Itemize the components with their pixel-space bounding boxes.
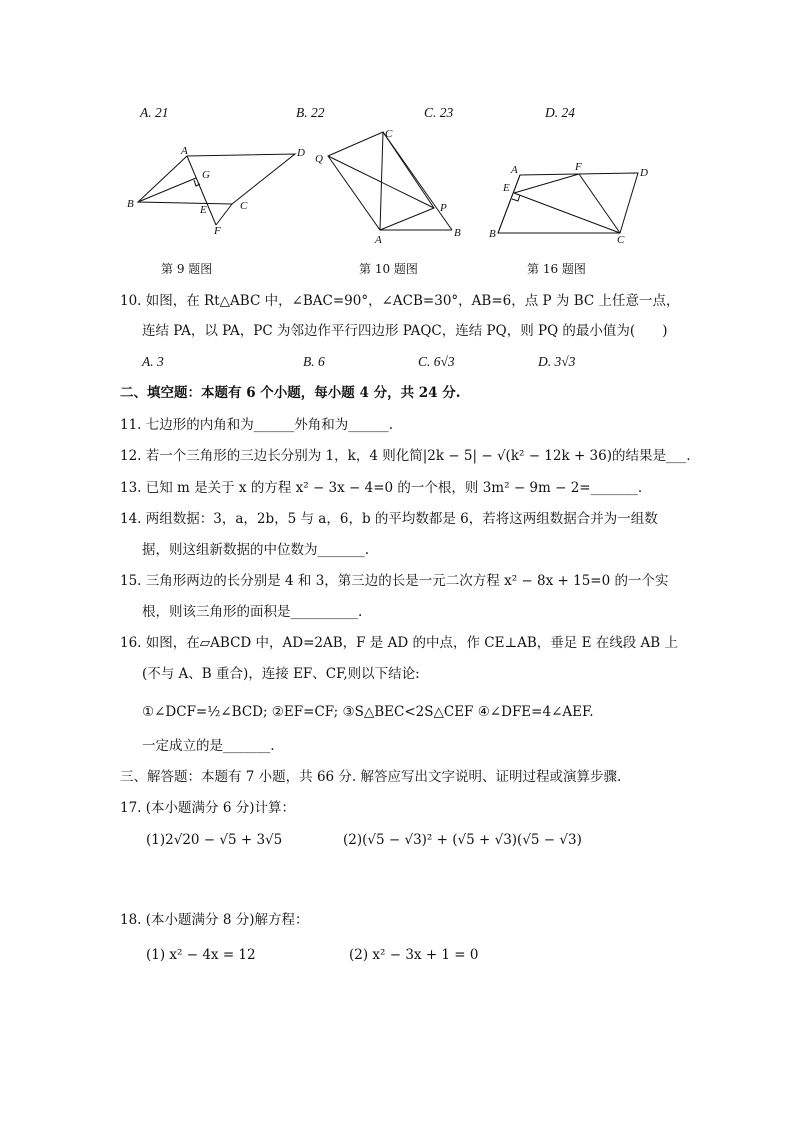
fig10-label-p: P [440, 202, 447, 214]
q17-part1: (1)2√20 − √5 + 3√5 [146, 832, 283, 848]
section-2-heading: 二、填空题：本题有 6 个小题，每小题 4 分，共 24 分. [120, 385, 461, 401]
figure-9 [120, 140, 320, 240]
q9-option-d: D. 24 [545, 105, 575, 120]
q10-option-a: A. 3 [142, 354, 164, 369]
fig10-label-a: A [375, 234, 382, 246]
fig9-label-g: G [202, 169, 210, 181]
fig10-label-b: B [454, 227, 461, 239]
figure-16 [480, 155, 660, 245]
fig16-label-c: C [617, 234, 625, 245]
q9-option-a: A. 21 [140, 105, 169, 120]
q16-line3: ①∠DCF=½∠BCD; ②EF=CF; ③S△BEC<2S△CEF ④∠DFE=4∠AEF. [142, 704, 594, 720]
q17-title: 17. (本小题满分 6 分)计算： [120, 800, 295, 816]
q14-line2: 据，则这组新数据的中位数为_______. [142, 542, 370, 558]
fig16-label-e: E [503, 182, 510, 194]
section-3-heading: 三、解答题：本题有 7 小题，共 66 分. 解答应写出文字说明、证明过程或演算步骤. [120, 769, 622, 785]
fig9-label-d: D [297, 147, 305, 159]
fig16-caption: 第 16 题图 [527, 262, 586, 276]
q10-line1: 10. 如图，在 Rt△ABC 中，∠BAC=90°，∠ACB=30°，AB=6，点 P 为 BC 上任意一点， [120, 293, 680, 309]
fig16-label-f: F [575, 161, 582, 173]
fig10-caption: 第 10 题图 [359, 262, 418, 276]
q10-option-c: C. 6√3 [418, 354, 455, 369]
fig10-label-c: C [385, 128, 393, 140]
q16-line2: (不与 A、B 重合)，连接 EF、CF,则以下结论: [142, 666, 420, 682]
fig9-label-b: B [127, 198, 134, 210]
q15-line1: 15. 三角形两边的长分别是 4 和 3，第三边的长是一元二次方程 x² − 8x + 15=0 的一个实 [120, 573, 669, 589]
fig9-label-f: F [214, 225, 221, 237]
fig9-label-c: C [240, 200, 248, 212]
q15-line2: 根，则该三角形的面积是__________. [142, 604, 363, 620]
q17-part2: (2)(√5 − √3)² + (√5 + √3)(√5 − √3) [343, 832, 582, 848]
fig16-label-d: D [640, 167, 648, 179]
fig9-label-e: E [200, 204, 207, 216]
fig9-caption: 第 9 题图 [161, 262, 213, 276]
q10-line2: 连结 PA，以 PA，PC 为邻边作平行四边形 PAQC，连结 PQ，则 PQ 的最小值为( ) [142, 323, 668, 339]
fig16-label-a: A [511, 164, 518, 176]
q9-option-c: C. 23 [424, 105, 454, 120]
fig9-label-a: A [181, 145, 188, 157]
q10-option-d: D. 3√3 [538, 354, 576, 369]
q16-line1: 16. 如图，在▱ABCD 中，AD=2AB，F 是 AD 的中点，作 CE⊥AB，垂足 E 在线段 AB 上 [120, 635, 678, 651]
q11: 11. 七边形的内角和为______外角和为______. [120, 417, 394, 433]
q18-part1: (1) x² − 4x = 12 [146, 947, 256, 963]
q18-part2: (2) x² − 3x + 1 = 0 [349, 947, 479, 963]
q10-option-b: B. 6 [303, 354, 325, 369]
q16-line4: 一定成立的是_______. [142, 738, 275, 754]
q12: 12. 若一个三角形的三边长分别为 1，k，4 则化简|2k − 5| − √(k² − 12k + 36)的结果是___. [120, 448, 691, 464]
fig16-label-b: B [489, 228, 496, 240]
q14-line1: 14. 两组数据：3，a，2b，5 与 a，6，b 的平均数都是 6，若将这两组数据合并为一组数 [120, 511, 658, 527]
q9-option-b: B. 22 [296, 105, 325, 120]
q18-title: 18. (本小题满分 8 分)解方程： [120, 912, 309, 928]
figure-10 [308, 122, 478, 247]
q13: 13. 已知 m 是关于 x 的方程 x² − 3x − 4=0 的一个根，则 3m² − 9m − 2=_______. [120, 480, 643, 496]
fig10-label-q: Q [315, 153, 323, 165]
